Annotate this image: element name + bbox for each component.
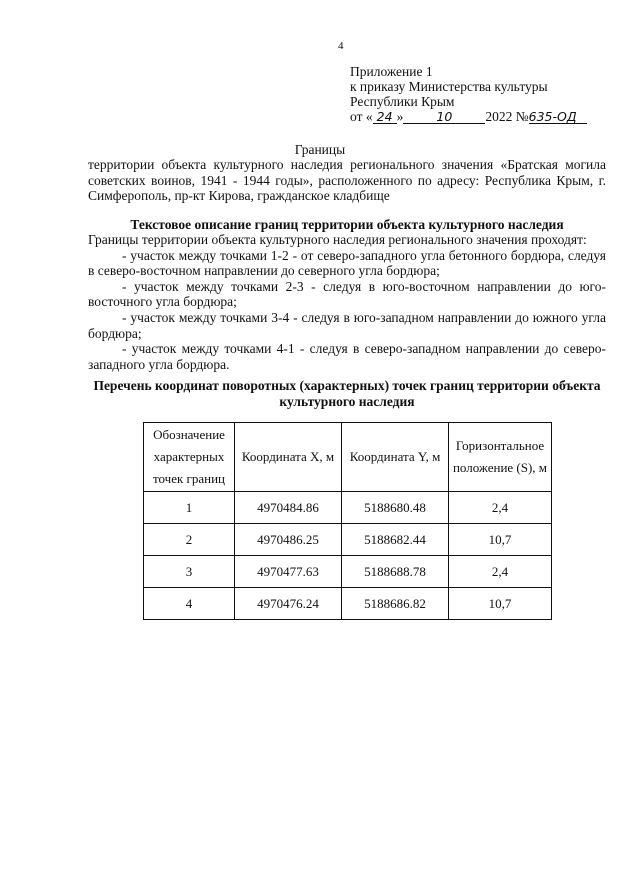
boundary-description — [88, 232, 606, 372]
coord-y: 5188680.48 — [342, 492, 449, 524]
distance: 2,4 — [449, 492, 552, 524]
table-row — [144, 492, 552, 524]
order-reference: к приказу Министерства культуры — [350, 79, 548, 94]
header-horizontal-position: Горизонтальное положение (S), м — [449, 423, 552, 492]
appendix-header — [350, 64, 587, 124]
table-row — [144, 556, 552, 588]
segment-3-4: - участок между точками 3-4 - следуя в юго-западном направлении до южного угла бордюра; — [88, 309, 606, 341]
section-title-description: Текстовое описание границ территории объекта культурного наследия — [130, 217, 564, 232]
order-date-line — [350, 109, 587, 124]
document-title: Границы — [294, 142, 346, 157]
distance: 10,7 — [449, 524, 552, 556]
page-number: 4 — [338, 40, 344, 52]
header-point-designation: Обозначение характерных точек границ — [144, 423, 235, 492]
table-row — [144, 588, 552, 620]
segment-4-1: - участок между точками 4-1 - следуя в северо-западном направлении до северо-западного угла бордюра. — [88, 341, 606, 372]
order-day: 24 — [373, 110, 397, 124]
table-header-row — [144, 423, 552, 492]
coord-x: 4970477.63 — [235, 556, 342, 588]
ministry-region: Республики Крым — [350, 94, 455, 109]
header-coord-x: Координата X, м — [235, 423, 342, 492]
distance: 10,7 — [449, 588, 552, 620]
description-lead: Границы территории объекта культурного наследия регионального значения проходят: — [88, 232, 587, 247]
order-month: 10 — [403, 110, 485, 124]
coordinates-table — [143, 422, 552, 620]
coord-x: 4970476.24 — [235, 588, 342, 620]
appendix-label: Приложение 1 — [350, 64, 433, 79]
coord-y: 5188682.44 — [342, 524, 449, 556]
section-title-coordinates: Перечень координат поворотных (характерных) точек границ территории объекта культурного наследия — [93, 378, 601, 409]
intro-paragraph: территории объекта культурного наследия регионального значения «Братская могила советских воинов, 1941 - 1944 годы», расположенного по адресу: Республика Крым, г. Симферополь, пр-кт Кирова, гражданское кладбище — [88, 157, 606, 204]
distance: 2,4 — [449, 556, 552, 588]
point-number: 3 — [144, 556, 235, 588]
segment-2-3: - участок между точками 2-3 - следуя в юго-восточном направлении до юго-восточного угла бордюра; — [88, 278, 606, 310]
coord-x: 4970484.86 — [235, 492, 342, 524]
header-coord-y: Координата Y, м — [342, 423, 449, 492]
table-row — [144, 524, 552, 556]
order-mid: » — [396, 109, 404, 124]
coord-y: 5188688.78 — [342, 556, 449, 588]
order-year: 2022 № — [485, 109, 529, 124]
point-number: 4 — [144, 588, 235, 620]
segment-1-2: - участок между точками 1-2 - от северо-западного угла бетонного бордюра, следуя в северо-восточном направлении до северного угла бордюра; — [88, 247, 606, 279]
order-prefix: от « — [350, 109, 373, 124]
point-number: 2 — [144, 524, 235, 556]
coord-x: 4970486.25 — [235, 524, 342, 556]
coord-y: 5188686.82 — [342, 588, 449, 620]
point-number: 1 — [144, 492, 235, 524]
order-number: 635-ОД — [529, 110, 587, 124]
